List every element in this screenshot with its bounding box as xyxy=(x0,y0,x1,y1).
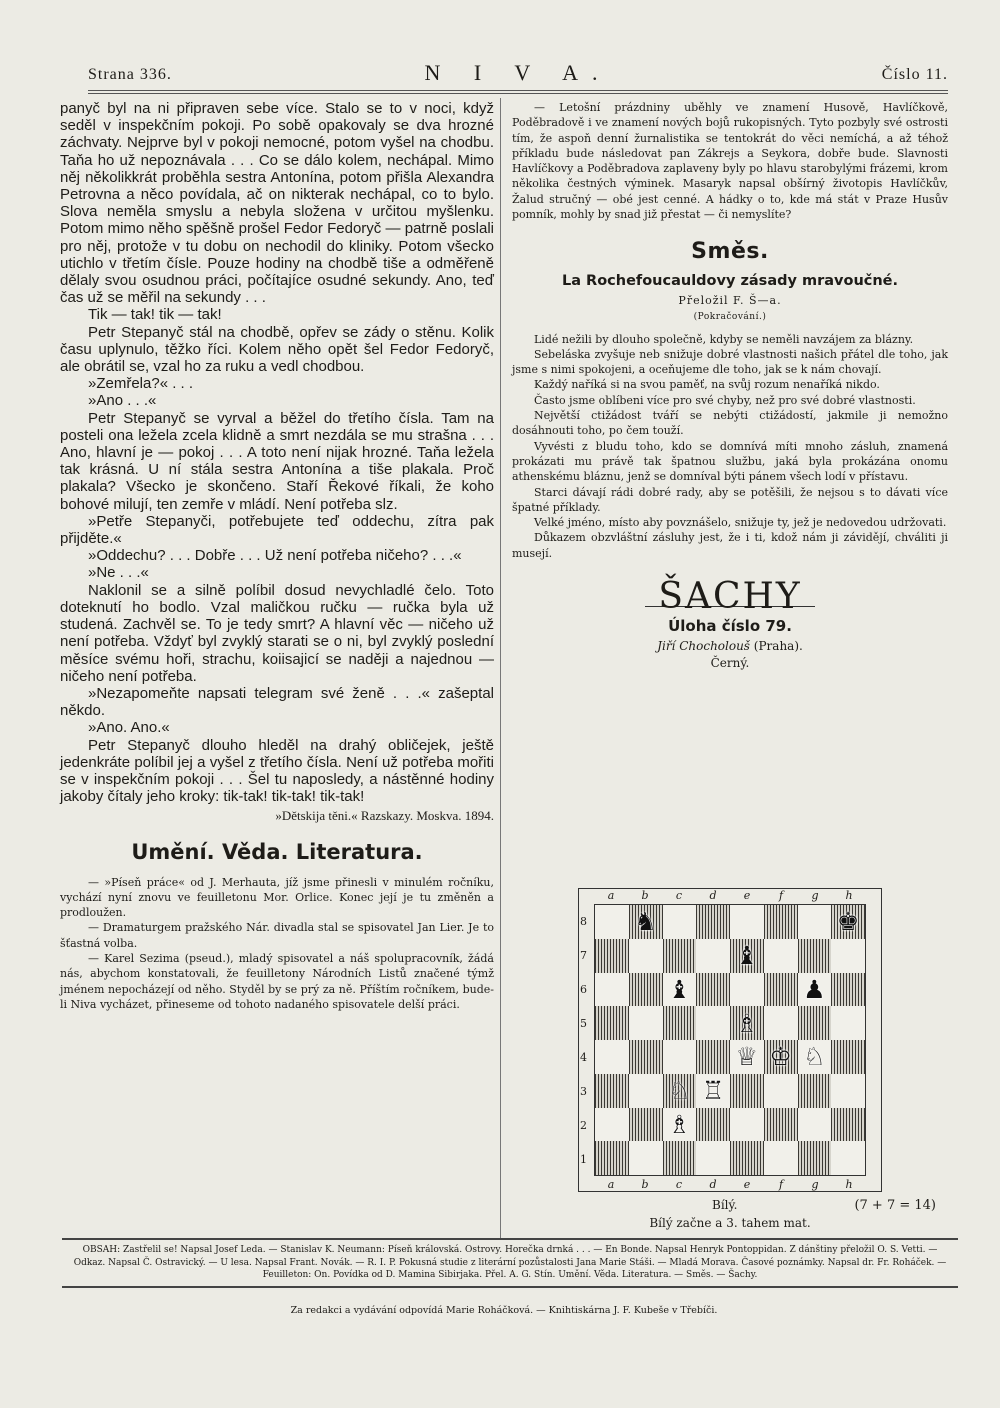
file-label: f xyxy=(778,1178,784,1191)
file-label: h xyxy=(845,1178,853,1191)
rank-label: 4 xyxy=(580,1050,587,1064)
board-square-d7 xyxy=(696,939,730,973)
board-square-a1 xyxy=(595,1141,629,1175)
chess-author-line xyxy=(512,639,948,654)
board-square-g4 xyxy=(798,1040,832,1074)
board-square-a2 xyxy=(595,1108,629,1142)
board-square-b4 xyxy=(629,1040,663,1074)
maxim: Často jsme oblíbeni více pro své chyby, než pro své dobré vlastnosti. xyxy=(534,393,916,407)
board-square-e2 xyxy=(730,1108,764,1142)
board-square-d8 xyxy=(696,905,730,939)
rank-label: 6 xyxy=(580,982,587,996)
board-square-a4 xyxy=(595,1040,629,1074)
smes-subtitle: La Rochefoucauldovy zásady mravoučné. xyxy=(561,272,899,289)
story-paragraph: Naklonil se a silně políbil dosud nevychladlé čelo. Toto doteknutí ho bodlo. Vzal maličkou ručku — ručka byla už studená. Zachvěl se. To je tedy smrt? A hlavní věc — ničeho už není potřeba. Vždyť byl zvyklý starati se o ni, byl zvyklý poslední měsíce svému hoři, strachu, koiisajicí se naději a najednou — ničeho není potřeba. xyxy=(60,581,494,685)
maxim: Starci dávají rádi dobré rady, aby se potěšili, že nejsou s to dávati více špatné příklady. xyxy=(512,485,948,514)
file-labels-top xyxy=(594,889,866,902)
smes-continued: (Pokračování.) xyxy=(693,312,767,323)
board-square-b1 xyxy=(629,1141,663,1175)
board-square-h8 xyxy=(831,905,865,939)
file-label: a xyxy=(607,889,615,902)
chess-piece: ♖ xyxy=(701,1076,725,1106)
board-square-d3 xyxy=(696,1074,730,1108)
smes-heading: Směs. xyxy=(691,239,769,265)
chess-heading: ŠACHY xyxy=(658,576,802,618)
file-label: b xyxy=(641,889,649,902)
file-label: e xyxy=(743,1178,751,1191)
chess-piece: ♟ xyxy=(803,974,826,1004)
board-square-c1 xyxy=(663,1141,697,1175)
rank-label: 8 xyxy=(580,914,587,928)
board-square-h3 xyxy=(831,1074,865,1108)
chess-board xyxy=(578,888,882,1192)
board-square-g8 xyxy=(798,905,832,939)
section-heading: Umění. Věda. Literatura. xyxy=(131,839,423,864)
board-square-e3 xyxy=(730,1074,764,1108)
file-label: g xyxy=(811,889,819,902)
file-label: f xyxy=(778,889,784,902)
chess-piece: ♗ xyxy=(735,1008,759,1038)
news-item: — »Píseň práce« od J. Merhauta, jíž jsme přinesli v minulém ročníku, vychází nyní znovu ve feuilletonu Mor. Orlice. Konec její je tu změněn a prodloužen. xyxy=(60,875,494,920)
story-paragraph: Tik — tak! tik — tak! xyxy=(88,306,222,324)
board-square-g7 xyxy=(798,939,832,973)
board-square-b5 xyxy=(629,1006,663,1040)
maxim: Sebeláska zvyšuje neb snižuje dobré vlastnosti našich přátel dle toho, jak jsme s nimi spokojeni, a oceňujeme dle toho, jak se k nám chovají. xyxy=(512,347,948,377)
chess-piece: ♘ xyxy=(803,1042,826,1072)
maxim: Důkazem obzvláštní zásluhy jest, že i ti, kdož nám ji závidějí, chváliti ji musejí. xyxy=(512,531,948,560)
board-square-b2 xyxy=(629,1108,663,1142)
board-square-b7 xyxy=(629,939,663,973)
board-square-d6 xyxy=(696,973,730,1007)
chess-problem-number: Úloha číslo 79. xyxy=(668,617,792,636)
rank-label: 7 xyxy=(580,948,587,962)
board-square-f5 xyxy=(764,1006,798,1040)
story-paragraph: »Petře Stepanyči, potřebujete teď oddechu, zítra pak přijděte.« xyxy=(60,512,494,548)
board-square-f4 xyxy=(764,1040,798,1074)
board-square-d1 xyxy=(696,1141,730,1175)
chess-piece: ♞ xyxy=(634,907,657,937)
rank-label: 5 xyxy=(580,1016,587,1030)
story-paragraph: panyč byl na ni připraven sebe více. Stalo se to v noci, když seděl v inspekčním pokoji. Po sobě opakovaly se dva hrozné záchvaty. Nejprve byl v pokoji nemocné, potom vyšel na chodbu. Taňa ho už nepoznávala . . . Co se dálo kolem, nechápal. Mimo něj několikkrát proběhla sestra Antonína, potom přišla Alexandra Petrovna a něco povídala, ač on nikterak nechápal, co to bylo. Slova neměla smyslu a nebyla složena v určitou myšlenku. Potom mimo něho spěšně prošel Fedor Fedoryč — patrně poslali pro něj, protože v tu dobu on nechodil do kliniky. Potom všecko utichlo v třetím čísle. Pouze hodiny na chodbě tiše a odměřeně dělaly svou osudnou práci, počítajíce osudné sekundy. Ano, teď čas už se měřil na sekundy . . . xyxy=(60,100,494,307)
board-square-c4 xyxy=(663,1040,697,1074)
rank-labels xyxy=(580,904,587,1176)
board-square-e5 xyxy=(730,1006,764,1040)
board-square-h7 xyxy=(831,939,865,973)
board-square-e1 xyxy=(730,1141,764,1175)
board-square-h2 xyxy=(831,1108,865,1142)
board-square-h6 xyxy=(831,973,865,1007)
board-square-c7 xyxy=(663,939,697,973)
board-square-a5 xyxy=(595,1006,629,1040)
file-label: h xyxy=(845,889,853,902)
file-label: c xyxy=(675,1178,683,1191)
header-rule xyxy=(88,90,948,94)
story-source: »Dětskija těni.« Razskazy. Moskva. 1894. xyxy=(275,808,494,824)
board-square-e7 xyxy=(730,939,764,973)
maxim: Vyvésti z bludu toho, kdo se domnívá míti mnoho zásluh, znamená prokázati mu právě tak špatnou službu, jaká byla prokázána onomu athenskému bláznu, jenž se domníval býti pánem všech lodí v přístavu. xyxy=(512,439,948,484)
board-square-e4 xyxy=(730,1040,764,1074)
story-paragraph: »Nezapomeňte napsati telegram své ženě . . .« zašeptal někdo. xyxy=(60,684,494,720)
board-square-d4 xyxy=(696,1040,730,1074)
board-square-a6 xyxy=(595,973,629,1007)
right-column xyxy=(512,100,948,671)
maxim: Velké jméno, místo aby povznášelo, snižuje ty, jež je nedovedou udržovati. xyxy=(534,516,947,530)
story-paragraph: »Ne . . .« xyxy=(88,564,149,582)
board-square-c8 xyxy=(663,905,697,939)
board-square-f7 xyxy=(764,939,798,973)
rank-label: 2 xyxy=(580,1118,587,1132)
chess-author-place: (Praha). xyxy=(753,638,803,653)
board-square-h5 xyxy=(831,1006,865,1040)
board-square-a7 xyxy=(595,939,629,973)
board-square-g1 xyxy=(798,1141,832,1175)
board-square-b6 xyxy=(629,973,663,1007)
file-label: g xyxy=(811,1178,819,1191)
file-label: d xyxy=(709,889,717,902)
chess-piece: ♚ xyxy=(836,907,860,937)
maxim: Každý naříká si na svou paměť, na svůj rozum nenaříká nikdo. xyxy=(534,378,880,392)
file-label: c xyxy=(675,889,683,902)
rank-label: 3 xyxy=(580,1084,587,1098)
board-square-c6 xyxy=(663,973,697,1007)
board-square-f6 xyxy=(764,973,798,1007)
maxim: Největší ctižádost tváří se nebýti ctižádostí, jakmile ji nemožno dosáhnouti toho, po čem touží. xyxy=(512,409,948,438)
board-square-d5 xyxy=(696,1006,730,1040)
board-square-a3 xyxy=(595,1074,629,1108)
chess-task: Bílý začne a 3. tahem mat. xyxy=(649,1216,811,1230)
board-square-c5 xyxy=(663,1006,697,1040)
chess-piece: ♝ xyxy=(668,974,691,1004)
board-square-h1 xyxy=(831,1141,865,1175)
board-square-f3 xyxy=(764,1074,798,1108)
story-paragraph: »Zemřela?« . . . xyxy=(88,375,194,393)
board-square-c2 xyxy=(663,1108,697,1142)
story-paragraph: »Ano . . .« xyxy=(88,392,157,410)
chess-piece: ♘ xyxy=(668,1076,691,1106)
board-square-b8 xyxy=(629,905,663,939)
board-square-f8 xyxy=(764,905,798,939)
board-square-g3 xyxy=(798,1074,832,1108)
smes-translator: Přeložil F. Š—a. xyxy=(678,293,782,307)
board-square-g5 xyxy=(798,1006,832,1040)
board-square-d2 xyxy=(696,1108,730,1142)
periodical-title: N I V A. xyxy=(424,60,612,85)
board-square-h4 xyxy=(831,1040,865,1074)
file-label: d xyxy=(709,1178,717,1191)
imprint: Za redakci a vydávání odpovídá Marie Roháčková. — Knihtiskárna J. F. Kubeše v Třebíči. xyxy=(290,1305,718,1316)
board-grid xyxy=(594,904,866,1176)
page-number: Strana 336. xyxy=(88,66,172,83)
white-label: Bílý. xyxy=(712,1198,738,1212)
board-square-g6 xyxy=(798,973,832,1007)
board-square-e6 xyxy=(730,973,764,1007)
chess-author: Jiří Chocholouš xyxy=(657,638,750,653)
left-column xyxy=(60,100,494,1012)
board-square-f1 xyxy=(764,1141,798,1175)
file-labels-bottom xyxy=(594,1178,866,1191)
rank-label: 1 xyxy=(580,1152,587,1166)
intro-paragraph: — Letošní prázdniny uběhly ve znamení Husově, Havlíčkově, Poděbradově i ve znamení nových bojů rukopisných. Tyto pozbyly své ostrosti tím, že aspoň denní žurnalistika se tentokrát do věci nemíchá, a až téhož příkladu bude následovat pan Zákrejs a Seykora, dobře bude. Slavnosti Havlíčkovy a Poděbradova zaplaveny byly po hlavu starobylými frázemi, krom několika čestných výminek. Masaryk napsal obšírný životopis Havlíčkův, Žalud stručný — obé jest cenné. A hádky o to, kde má stát v Praze Husův pomník, mohly by snad již přestat — či nemyslíte? xyxy=(512,101,948,222)
chess-piece: ♝ xyxy=(735,941,759,971)
maxim: Lidé nežili by dlouho společně, kdyby se neměli navzájem za blázny. xyxy=(534,332,914,346)
black-label: Černý. xyxy=(710,655,750,670)
news-item: — Dramaturgem pražského Nár. divadla stal se spisovatel Jan Lier. Je to šťastná volba. xyxy=(60,921,494,950)
contents-text: OBSAH: Zastřelil se! Napsal Josef Leda. — Stanislav K. Neumann: Píseň královská. Ostrovy. Horečka drnká . . . — En Bonde. Napsal Henryk Pontoppidan. Z dánštiny přeložil O. S. Vetti. — Odkaz. Napsal Č. Ostravický. — U lesa. Napsal Frant. Novák. — R. I. P. Pokusná studie z literární pozůstalosti Jana Marie Stáši. — Mladá Morava. Časové poznámky. Napsal dr. Fr. Roháček. — Feuilleton: On. Povídka od D. Maminа Sibirjaka. Přel. A. G. Stín. Umění. Věda. Literatura. — Směs. — Šachy. xyxy=(73,1245,947,1281)
file-label: e xyxy=(743,889,751,902)
story-paragraph: Petr Stepanyč stál na chodbě, opřev se zády o stěnu. Kolik času uplynulo, těžko říci. Kolem něho opět šel Fedor Fedoryč, ale obrátil se, vzal ho za ruku a vedl chodbou. xyxy=(60,323,494,376)
chess-piece: ♗ xyxy=(668,1109,691,1139)
piece-count: (7 + 7 = 14) xyxy=(854,1198,936,1213)
story-paragraph: »Ano. Ano.« xyxy=(88,719,170,737)
column-divider xyxy=(500,98,501,1238)
story-paragraph: Petr Stepanyč se vyrval a běžel do třetího čísla. Tam na posteli ona ležela zcela klidně a smrt nezdála se mu strašna . . . Ano, hlavní je — pokoj . . . A toto není nijak hrozné. Taňa ležela tak krásná. U ní stála sestra Antonína a tiše plakala. Proč plakala? Všecko je skončeno. Staří Řekové říkali, že koho bohové milují, ten zemře v mládí. Není potřeba slz. xyxy=(60,409,494,513)
board-square-c3 xyxy=(663,1074,697,1108)
chess-piece: ♕ xyxy=(735,1042,759,1072)
story-paragraph: Petr Stepanyč dlouho hleděl na drahý obličejek, ještě jedenkráte políbil jej a vyšel z třetího čísla. Není už potřeba mořiti se v inspekčním pokoji . . . Šel tu naposledy, a nástěnné hodiny jakoby čítaly jeho kroky: tik-tak! tik-tak! tik-tak! xyxy=(60,736,494,806)
page-header xyxy=(88,60,948,88)
contents-box xyxy=(62,1238,958,1288)
issue-number: Číslo 11. xyxy=(881,66,948,83)
board-square-e8 xyxy=(730,905,764,939)
news-item: — Karel Sezima (pseud.), mladý spisovatel a náš spolupracovník, žádá nás, abychom konstatovali, že feuilletony Národních Listů značené týmž jménem nepocházejí od něho. Styděl by se prý za ně. Příštím ročníkem, bude-li Niva vycházet, přineseme od tohoto nadaného spisovatele delší práci. xyxy=(60,952,494,1011)
board-square-b3 xyxy=(629,1074,663,1108)
board-square-a8 xyxy=(595,905,629,939)
board-square-f2 xyxy=(764,1108,798,1142)
story-paragraph: »Oddechu? . . . Dobře . . . Už není potřeba ničeho? . . .« xyxy=(88,547,462,565)
chess-piece: ♔ xyxy=(769,1042,792,1072)
file-label: a xyxy=(607,1178,615,1191)
file-label: b xyxy=(641,1178,649,1191)
board-square-g2 xyxy=(798,1108,832,1142)
